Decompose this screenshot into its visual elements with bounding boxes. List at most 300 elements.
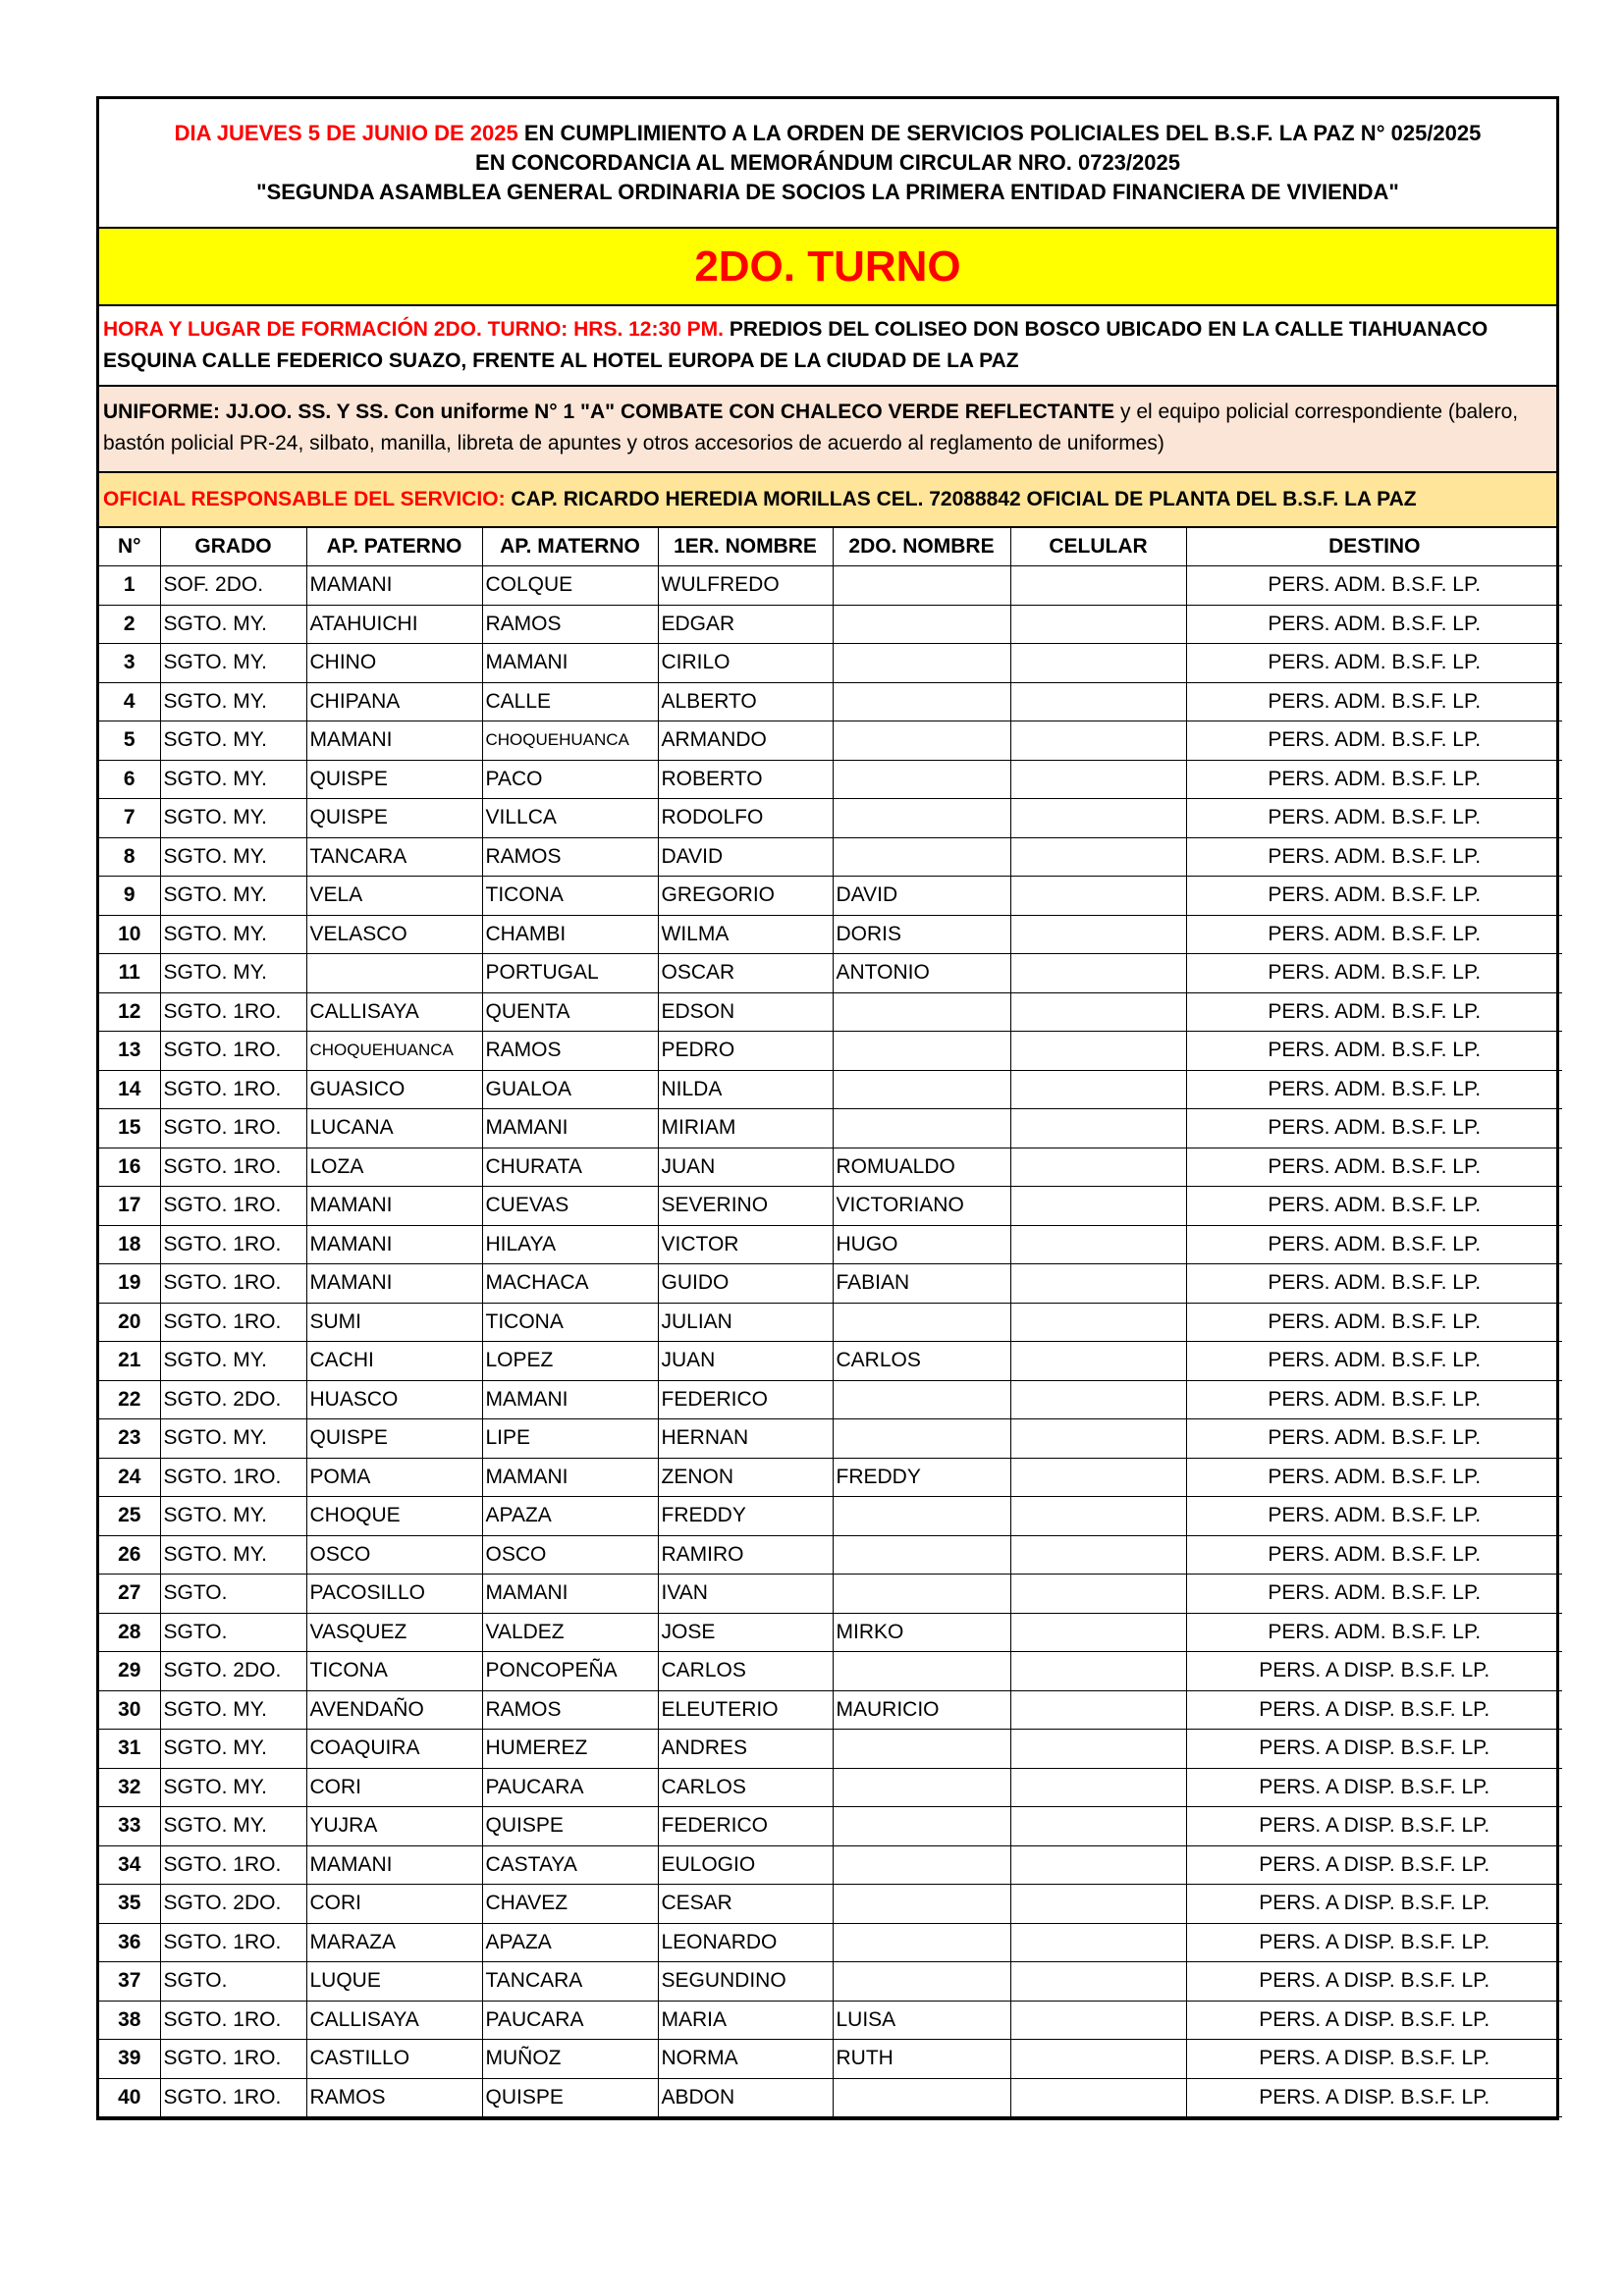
column-header: DESTINO bbox=[1186, 528, 1562, 566]
table-row bbox=[99, 1962, 1562, 2002]
cell-number: 1 bbox=[99, 566, 160, 606]
cell-ap-materno: CHURATA bbox=[482, 1148, 658, 1187]
table-row bbox=[99, 954, 1562, 993]
table-row bbox=[99, 1303, 1562, 1342]
cell-ap-paterno: LUQUE bbox=[306, 1962, 482, 2002]
table-row bbox=[99, 1148, 1562, 1187]
cell-2do-nombre: DORIS bbox=[833, 915, 1010, 954]
cell-1er-nombre: GUIDO bbox=[658, 1264, 833, 1304]
cell-number: 18 bbox=[99, 1225, 160, 1264]
cell-ap-materno: MAMANI bbox=[482, 644, 658, 683]
cell-ap-materno: HILAYA bbox=[482, 1225, 658, 1264]
cell-2do-nombre: FREDDY bbox=[833, 1458, 1010, 1497]
header-line-2: EN CONCORDANCIA AL MEMORÁNDUM CIRCULAR NRO. 0723/2025 bbox=[475, 150, 1180, 175]
cell-ap-paterno: ATAHUICHI bbox=[306, 605, 482, 644]
cell-destino: PERS. ADM. B.S.F. LP. bbox=[1186, 1225, 1562, 1264]
cell-celular bbox=[1010, 1885, 1186, 1924]
cell-number: 40 bbox=[99, 2078, 160, 2117]
cell-grado: SGTO. MY. bbox=[160, 1535, 306, 1575]
officer-details: CAP. RICARDO HEREDIA MORILLAS CEL. 72088842 OFICIAL DE PLANTA DEL B.S.F. LA PAZ bbox=[505, 488, 1417, 510]
cell-number: 2 bbox=[99, 605, 160, 644]
cell-ap-materno: TANCARA bbox=[482, 1962, 658, 2002]
cell-grado: SGTO. 2DO. bbox=[160, 1652, 306, 1691]
cell-number: 10 bbox=[99, 915, 160, 954]
cell-number: 29 bbox=[99, 1652, 160, 1691]
cell-ap-materno: CASTAYA bbox=[482, 1845, 658, 1885]
cell-destino: PERS. ADM. B.S.F. LP. bbox=[1186, 799, 1562, 838]
cell-ap-paterno: AVENDAÑO bbox=[306, 1690, 482, 1730]
cell-2do-nombre bbox=[833, 992, 1010, 1032]
table-row bbox=[99, 1419, 1562, 1459]
cell-ap-paterno: CHINO bbox=[306, 644, 482, 683]
cell-ap-materno: MAMANI bbox=[482, 1575, 658, 1614]
cell-destino: PERS. ADM. B.S.F. LP. bbox=[1186, 1458, 1562, 1497]
cell-number: 23 bbox=[99, 1419, 160, 1459]
table-row bbox=[99, 1768, 1562, 1807]
cell-number: 33 bbox=[99, 1807, 160, 1846]
cell-2do-nombre bbox=[833, 605, 1010, 644]
cell-2do-nombre bbox=[833, 1575, 1010, 1614]
document-header bbox=[99, 99, 1556, 229]
cell-2do-nombre: ROMUALDO bbox=[833, 1148, 1010, 1187]
cell-2do-nombre bbox=[833, 1768, 1010, 1807]
cell-number: 30 bbox=[99, 1690, 160, 1730]
cell-destino: PERS. A DISP. B.S.F. LP. bbox=[1186, 2040, 1562, 2079]
cell-celular bbox=[1010, 877, 1186, 916]
cell-ap-materno: MAMANI bbox=[482, 1458, 658, 1497]
cell-2do-nombre bbox=[833, 799, 1010, 838]
cell-celular bbox=[1010, 1962, 1186, 2002]
cell-celular bbox=[1010, 799, 1186, 838]
cell-ap-materno: RAMOS bbox=[482, 1032, 658, 1071]
cell-grado: SGTO. MY. bbox=[160, 1497, 306, 1536]
uniform-details: y el equipo policial correspondiente (balero, bastón policial PR-24, silbato, manilla, libreta de apuntes y otros accesorios de acuerdo al reglamento de uniformes) bbox=[103, 400, 1519, 454]
cell-2do-nombre: DAVID bbox=[833, 877, 1010, 916]
cell-destino: PERS. A DISP. B.S.F. LP. bbox=[1186, 1768, 1562, 1807]
cell-celular bbox=[1010, 1535, 1186, 1575]
cell-ap-materno: QUENTA bbox=[482, 992, 658, 1032]
cell-grado: SGTO. 2DO. bbox=[160, 1380, 306, 1419]
cell-ap-paterno: CHOQUE bbox=[306, 1497, 482, 1536]
cell-ap-materno: HUMEREZ bbox=[482, 1730, 658, 1769]
cell-ap-materno: TICONA bbox=[482, 877, 658, 916]
cell-ap-paterno: MAMANI bbox=[306, 566, 482, 606]
cell-grado: SGTO. MY. bbox=[160, 682, 306, 721]
cell-ap-paterno: VELASCO bbox=[306, 915, 482, 954]
cell-number: 27 bbox=[99, 1575, 160, 1614]
cell-celular bbox=[1010, 1342, 1186, 1381]
cell-1er-nombre: GREGORIO bbox=[658, 877, 833, 916]
cell-2do-nombre bbox=[833, 837, 1010, 877]
cell-2do-nombre bbox=[833, 1303, 1010, 1342]
cell-1er-nombre: HERNAN bbox=[658, 1419, 833, 1459]
cell-1er-nombre: CESAR bbox=[658, 1885, 833, 1924]
cell-1er-nombre: VICTOR bbox=[658, 1225, 833, 1264]
cell-2do-nombre: ANTONIO bbox=[833, 954, 1010, 993]
cell-ap-materno: CUEVAS bbox=[482, 1187, 658, 1226]
cell-1er-nombre: ELEUTERIO bbox=[658, 1690, 833, 1730]
table-row bbox=[99, 1613, 1562, 1652]
cell-2do-nombre bbox=[833, 682, 1010, 721]
cell-celular bbox=[1010, 644, 1186, 683]
cell-ap-paterno: CORI bbox=[306, 1768, 482, 1807]
cell-destino: PERS. ADM. B.S.F. LP. bbox=[1186, 1187, 1562, 1226]
cell-celular bbox=[1010, 1225, 1186, 1264]
header-date: DIA JUEVES 5 DE JUNIO DE 2025 bbox=[174, 121, 518, 145]
cell-1er-nombre: RODOLFO bbox=[658, 799, 833, 838]
formation-info bbox=[99, 306, 1556, 387]
cell-2do-nombre: MIRKO bbox=[833, 1613, 1010, 1652]
cell-ap-materno: PAUCARA bbox=[482, 2001, 658, 2040]
cell-2do-nombre bbox=[833, 1885, 1010, 1924]
table-row bbox=[99, 1923, 1562, 1962]
cell-1er-nombre: WILMA bbox=[658, 915, 833, 954]
cell-ap-paterno: CHOQUEHUANCA bbox=[306, 1032, 482, 1071]
table-row bbox=[99, 2040, 1562, 2079]
table-row bbox=[99, 1845, 1562, 1885]
cell-number: 16 bbox=[99, 1148, 160, 1187]
column-header: AP. MATERNO bbox=[482, 528, 658, 566]
cell-celular bbox=[1010, 1652, 1186, 1691]
cell-grado: SGTO. MY. bbox=[160, 1807, 306, 1846]
cell-ap-materno: PACO bbox=[482, 760, 658, 799]
table-row bbox=[99, 682, 1562, 721]
cell-celular bbox=[1010, 1109, 1186, 1148]
table-row bbox=[99, 605, 1562, 644]
cell-2do-nombre bbox=[833, 644, 1010, 683]
cell-2do-nombre bbox=[833, 1070, 1010, 1109]
cell-number: 6 bbox=[99, 760, 160, 799]
cell-destino: PERS. ADM. B.S.F. LP. bbox=[1186, 760, 1562, 799]
cell-1er-nombre: EDGAR bbox=[658, 605, 833, 644]
cell-destino: PERS. ADM. B.S.F. LP. bbox=[1186, 1148, 1562, 1187]
cell-grado: SGTO. 1RO. bbox=[160, 1187, 306, 1226]
cell-destino: PERS. ADM. B.S.F. LP. bbox=[1186, 992, 1562, 1032]
cell-2do-nombre: MAURICIO bbox=[833, 1690, 1010, 1730]
cell-ap-materno: GUALOA bbox=[482, 1070, 658, 1109]
cell-destino: PERS. ADM. B.S.F. LP. bbox=[1186, 644, 1562, 683]
cell-destino: PERS. A DISP. B.S.F. LP. bbox=[1186, 1962, 1562, 2002]
cell-2do-nombre bbox=[833, 1652, 1010, 1691]
table-row bbox=[99, 1380, 1562, 1419]
cell-number: 28 bbox=[99, 1613, 160, 1652]
cell-destino: PERS. ADM. B.S.F. LP. bbox=[1186, 1109, 1562, 1148]
table-row bbox=[99, 1225, 1562, 1264]
uniform-info bbox=[99, 387, 1556, 473]
table-row bbox=[99, 1264, 1562, 1304]
table-row bbox=[99, 1885, 1562, 1924]
table-body bbox=[99, 566, 1562, 2117]
cell-ap-materno: MAMANI bbox=[482, 1109, 658, 1148]
cell-1er-nombre: FEDERICO bbox=[658, 1807, 833, 1846]
cell-2do-nombre bbox=[833, 1845, 1010, 1885]
uniform-title: UNIFORME: JJ.OO. SS. Y SS. Con uniforme N° 1 "A" COMBATE CON CHALECO VERDE REFLECTANTE bbox=[103, 400, 1115, 423]
cell-number: 3 bbox=[99, 644, 160, 683]
cell-destino: PERS. ADM. B.S.F. LP. bbox=[1186, 1264, 1562, 1304]
cell-grado: SGTO. 1RO. bbox=[160, 2078, 306, 2117]
cell-number: 39 bbox=[99, 2040, 160, 2079]
table-row bbox=[99, 760, 1562, 799]
cell-1er-nombre: CARLOS bbox=[658, 1768, 833, 1807]
cell-1er-nombre: JUAN bbox=[658, 1342, 833, 1381]
cell-celular bbox=[1010, 1923, 1186, 1962]
cell-celular bbox=[1010, 760, 1186, 799]
cell-grado: SGTO. 1RO. bbox=[160, 1225, 306, 1264]
table-row bbox=[99, 644, 1562, 683]
cell-1er-nombre: MARIA bbox=[658, 2001, 833, 2040]
cell-ap-paterno: YUJRA bbox=[306, 1807, 482, 1846]
cell-grado: SGTO. 1RO. bbox=[160, 1109, 306, 1148]
cell-ap-paterno: MAMANI bbox=[306, 1187, 482, 1226]
cell-2do-nombre bbox=[833, 566, 1010, 606]
cell-celular bbox=[1010, 1613, 1186, 1652]
cell-destino: PERS. ADM. B.S.F. LP. bbox=[1186, 1342, 1562, 1381]
cell-celular bbox=[1010, 1497, 1186, 1536]
cell-1er-nombre: LEONARDO bbox=[658, 1923, 833, 1962]
table-row bbox=[99, 1187, 1562, 1226]
table-row bbox=[99, 1535, 1562, 1575]
cell-1er-nombre: NILDA bbox=[658, 1070, 833, 1109]
cell-grado: SGTO. 2DO. bbox=[160, 1885, 306, 1924]
cell-destino: PERS. A DISP. B.S.F. LP. bbox=[1186, 1690, 1562, 1730]
cell-number: 12 bbox=[99, 992, 160, 1032]
cell-celular bbox=[1010, 1768, 1186, 1807]
cell-number: 26 bbox=[99, 1535, 160, 1575]
table-row bbox=[99, 1730, 1562, 1769]
cell-grado: SGTO. MY. bbox=[160, 760, 306, 799]
cell-2do-nombre bbox=[833, 2078, 1010, 2117]
formation-place: PREDIOS DEL COLISEO DON BOSCO UBICADO EN LA CALLE TIAHUANACO ESQUINA CALLE FEDERICO SUAZO, FRENTE AL HOTEL EUROPA DE LA CIUDAD DE LA PAZ bbox=[103, 318, 1489, 372]
cell-destino: PERS. ADM. B.S.F. LP. bbox=[1186, 1497, 1562, 1536]
cell-celular bbox=[1010, 837, 1186, 877]
cell-grado: SGTO. bbox=[160, 1613, 306, 1652]
table-row bbox=[99, 1690, 1562, 1730]
column-header: AP. PATERNO bbox=[306, 528, 482, 566]
header-order: EN CUMPLIMIENTO A LA ORDEN DE SERVICIOS POLICIALES DEL B.S.F. LA PAZ N° 025/2025 bbox=[517, 121, 1482, 145]
cell-number: 13 bbox=[99, 1032, 160, 1071]
cell-destino: PERS. ADM. B.S.F. LP. bbox=[1186, 721, 1562, 761]
cell-destino: PERS. A DISP. B.S.F. LP. bbox=[1186, 2001, 1562, 2040]
cell-2do-nombre bbox=[833, 1923, 1010, 1962]
cell-celular bbox=[1010, 1458, 1186, 1497]
table-row bbox=[99, 877, 1562, 916]
table-row bbox=[99, 915, 1562, 954]
cell-grado: SGTO. 1RO. bbox=[160, 1264, 306, 1304]
cell-ap-paterno: RAMOS bbox=[306, 2078, 482, 2117]
cell-ap-materno: CALLE bbox=[482, 682, 658, 721]
cell-2do-nombre: RUTH bbox=[833, 2040, 1010, 2079]
cell-2do-nombre bbox=[833, 1807, 1010, 1846]
cell-grado: SGTO. MY. bbox=[160, 954, 306, 993]
cell-destino: PERS. ADM. B.S.F. LP. bbox=[1186, 954, 1562, 993]
cell-grado: SGTO. MY. bbox=[160, 1768, 306, 1807]
cell-ap-paterno: CHIPANA bbox=[306, 682, 482, 721]
cell-celular bbox=[1010, 2078, 1186, 2117]
cell-destino: PERS. ADM. B.S.F. LP. bbox=[1186, 1303, 1562, 1342]
turno-banner: 2DO. TURNO bbox=[99, 229, 1556, 306]
cell-grado: SGTO. 1RO. bbox=[160, 2040, 306, 2079]
cell-1er-nombre: ABDON bbox=[658, 2078, 833, 2117]
table-row bbox=[99, 1652, 1562, 1691]
cell-ap-materno: MUÑOZ bbox=[482, 2040, 658, 2079]
cell-1er-nombre: FEDERICO bbox=[658, 1380, 833, 1419]
cell-grado: SGTO. 1RO. bbox=[160, 1458, 306, 1497]
header-line-1 bbox=[109, 119, 1546, 148]
cell-ap-paterno: MARAZA bbox=[306, 1923, 482, 1962]
cell-ap-materno: PAUCARA bbox=[482, 1768, 658, 1807]
cell-celular bbox=[1010, 1380, 1186, 1419]
cell-grado: SGTO. MY. bbox=[160, 1342, 306, 1381]
cell-ap-paterno: OSCO bbox=[306, 1535, 482, 1575]
cell-number: 14 bbox=[99, 1070, 160, 1109]
cell-1er-nombre: SEVERINO bbox=[658, 1187, 833, 1226]
officer-info bbox=[99, 473, 1556, 528]
cell-destino: PERS. A DISP. B.S.F. LP. bbox=[1186, 1652, 1562, 1691]
cell-ap-paterno: TICONA bbox=[306, 1652, 482, 1691]
cell-number: 17 bbox=[99, 1187, 160, 1226]
cell-ap-paterno: PACOSILLO bbox=[306, 1575, 482, 1614]
cell-2do-nombre: FABIAN bbox=[833, 1264, 1010, 1304]
cell-ap-paterno: QUISPE bbox=[306, 760, 482, 799]
cell-ap-paterno: COAQUIRA bbox=[306, 1730, 482, 1769]
cell-ap-materno: LIPE bbox=[482, 1419, 658, 1459]
cell-ap-paterno: VASQUEZ bbox=[306, 1613, 482, 1652]
cell-celular bbox=[1010, 721, 1186, 761]
table-row bbox=[99, 1109, 1562, 1148]
cell-1er-nombre: WULFREDO bbox=[658, 566, 833, 606]
cell-1er-nombre: DAVID bbox=[658, 837, 833, 877]
cell-destino: PERS. A DISP. B.S.F. LP. bbox=[1186, 1845, 1562, 1885]
cell-ap-materno: PONCOPEÑA bbox=[482, 1652, 658, 1691]
cell-ap-paterno: MAMANI bbox=[306, 1225, 482, 1264]
cell-destino: PERS. A DISP. B.S.F. LP. bbox=[1186, 1885, 1562, 1924]
cell-ap-paterno: GUASICO bbox=[306, 1070, 482, 1109]
cell-destino: PERS. ADM. B.S.F. LP. bbox=[1186, 1575, 1562, 1614]
cell-number: 5 bbox=[99, 721, 160, 761]
cell-celular bbox=[1010, 1032, 1186, 1071]
cell-1er-nombre: MIRIAM bbox=[658, 1109, 833, 1148]
column-header: 2DO. NOMBRE bbox=[833, 528, 1010, 566]
cell-grado: SGTO. MY. bbox=[160, 1419, 306, 1459]
cell-1er-nombre: ANDRES bbox=[658, 1730, 833, 1769]
cell-number: 38 bbox=[99, 2001, 160, 2040]
cell-destino: PERS. A DISP. B.S.F. LP. bbox=[1186, 1807, 1562, 1846]
cell-grado: SGTO. MY. bbox=[160, 915, 306, 954]
column-header: N° bbox=[99, 528, 160, 566]
cell-celular bbox=[1010, 1264, 1186, 1304]
cell-ap-paterno: POMA bbox=[306, 1458, 482, 1497]
cell-grado: SGTO. MY. bbox=[160, 877, 306, 916]
cell-destino: PERS. ADM. B.S.F. LP. bbox=[1186, 1419, 1562, 1459]
cell-celular bbox=[1010, 1419, 1186, 1459]
cell-ap-paterno: HUASCO bbox=[306, 1380, 482, 1419]
cell-celular bbox=[1010, 1187, 1186, 1226]
cell-destino: PERS. ADM. B.S.F. LP. bbox=[1186, 566, 1562, 606]
cell-2do-nombre bbox=[833, 1380, 1010, 1419]
table-row bbox=[99, 1458, 1562, 1497]
cell-1er-nombre: ROBERTO bbox=[658, 760, 833, 799]
cell-grado: SGTO. MY. bbox=[160, 799, 306, 838]
cell-ap-materno: CHAVEZ bbox=[482, 1885, 658, 1924]
cell-grado: SGTO. 1RO. bbox=[160, 1303, 306, 1342]
cell-ap-paterno: SUMI bbox=[306, 1303, 482, 1342]
cell-grado: SGTO. MY. bbox=[160, 1690, 306, 1730]
cell-1er-nombre: FREDDY bbox=[658, 1497, 833, 1536]
cell-1er-nombre: ARMANDO bbox=[658, 721, 833, 761]
cell-celular bbox=[1010, 1845, 1186, 1885]
cell-number: 21 bbox=[99, 1342, 160, 1381]
cell-1er-nombre: JOSE bbox=[658, 1613, 833, 1652]
cell-destino: PERS. ADM. B.S.F. LP. bbox=[1186, 682, 1562, 721]
cell-destino: PERS. ADM. B.S.F. LP. bbox=[1186, 877, 1562, 916]
cell-celular bbox=[1010, 2040, 1186, 2079]
cell-number: 11 bbox=[99, 954, 160, 993]
cell-number: 35 bbox=[99, 1885, 160, 1924]
table-header-row bbox=[99, 528, 1562, 566]
cell-grado: SGTO. MY. bbox=[160, 1730, 306, 1769]
cell-ap-materno: PORTUGAL bbox=[482, 954, 658, 993]
cell-ap-paterno: MAMANI bbox=[306, 1845, 482, 1885]
cell-1er-nombre: RAMIRO bbox=[658, 1535, 833, 1575]
cell-ap-materno: MACHACA bbox=[482, 1264, 658, 1304]
cell-grado: SGTO. 1RO. bbox=[160, 1845, 306, 1885]
cell-2do-nombre bbox=[833, 1497, 1010, 1536]
cell-2do-nombre bbox=[833, 1730, 1010, 1769]
cell-number: 4 bbox=[99, 682, 160, 721]
cell-celular bbox=[1010, 1303, 1186, 1342]
cell-celular bbox=[1010, 1730, 1186, 1769]
cell-2do-nombre bbox=[833, 1032, 1010, 1071]
cell-ap-paterno bbox=[306, 954, 482, 993]
cell-2do-nombre: VICTORIANO bbox=[833, 1187, 1010, 1226]
cell-1er-nombre: PEDRO bbox=[658, 1032, 833, 1071]
cell-destino: PERS. A DISP. B.S.F. LP. bbox=[1186, 1923, 1562, 1962]
column-header: GRADO bbox=[160, 528, 306, 566]
cell-ap-materno: RAMOS bbox=[482, 605, 658, 644]
cell-destino: PERS. ADM. B.S.F. LP. bbox=[1186, 1032, 1562, 1071]
cell-number: 7 bbox=[99, 799, 160, 838]
cell-ap-materno: APAZA bbox=[482, 1497, 658, 1536]
cell-grado: SGTO. MY. bbox=[160, 837, 306, 877]
cell-destino: PERS. ADM. B.S.F. LP. bbox=[1186, 1613, 1562, 1652]
cell-number: 20 bbox=[99, 1303, 160, 1342]
cell-ap-materno: APAZA bbox=[482, 1923, 658, 1962]
cell-celular bbox=[1010, 605, 1186, 644]
cell-1er-nombre: CARLOS bbox=[658, 1652, 833, 1691]
cell-destino: PERS. ADM. B.S.F. LP. bbox=[1186, 1535, 1562, 1575]
cell-celular bbox=[1010, 1575, 1186, 1614]
cell-2do-nombre bbox=[833, 1962, 1010, 2002]
cell-number: 31 bbox=[99, 1730, 160, 1769]
cell-1er-nombre: CIRILO bbox=[658, 644, 833, 683]
cell-ap-materno: RAMOS bbox=[482, 1690, 658, 1730]
table-row bbox=[99, 837, 1562, 877]
cell-grado: SGTO. 1RO. bbox=[160, 992, 306, 1032]
column-header: 1ER. NOMBRE bbox=[658, 528, 833, 566]
cell-ap-materno: QUISPE bbox=[482, 1807, 658, 1846]
table-row bbox=[99, 1807, 1562, 1846]
cell-grado: SGTO. bbox=[160, 1575, 306, 1614]
cell-destino: PERS. A DISP. B.S.F. LP. bbox=[1186, 1730, 1562, 1769]
cell-2do-nombre bbox=[833, 721, 1010, 761]
cell-2do-nombre bbox=[833, 1109, 1010, 1148]
cell-1er-nombre: EULOGIO bbox=[658, 1845, 833, 1885]
cell-celular bbox=[1010, 2001, 1186, 2040]
cell-celular bbox=[1010, 1070, 1186, 1109]
cell-ap-materno: CHOQUEHUANCA bbox=[482, 721, 658, 761]
cell-celular bbox=[1010, 915, 1186, 954]
cell-grado: SGTO. MY. bbox=[160, 644, 306, 683]
